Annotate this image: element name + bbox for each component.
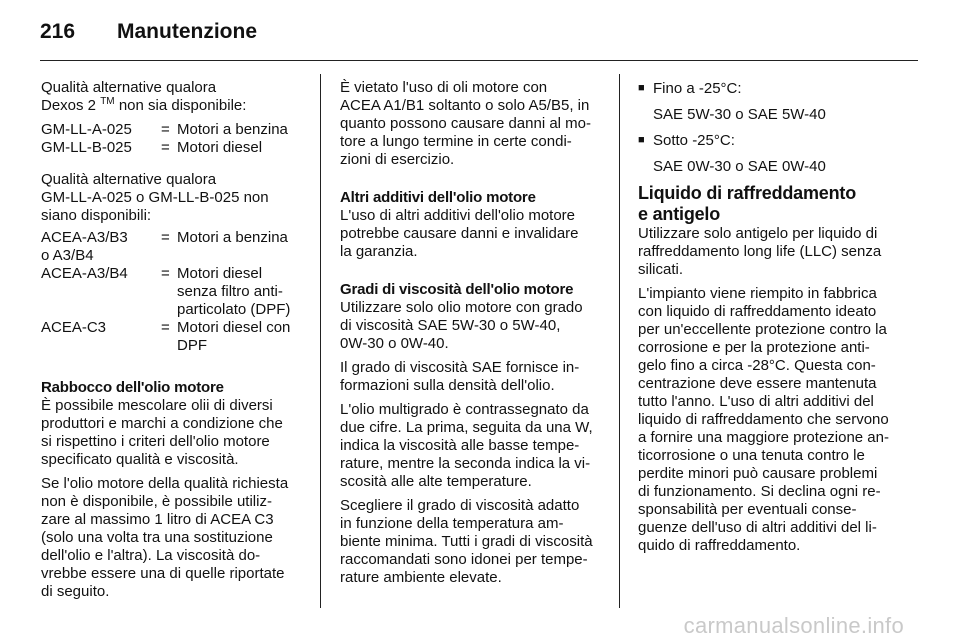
table-cell-eq: = bbox=[161, 229, 170, 246]
list-item: ■ Fino a -25°C: bbox=[638, 80, 742, 97]
section-heading-rabbocco: Rabbocco dell'olio motore bbox=[41, 379, 224, 396]
section-heading-additivi: Altri additivi dell'olio motore bbox=[340, 189, 536, 206]
table-cell-key: ACEA-C3 bbox=[41, 319, 107, 336]
table-cell-eq: = bbox=[161, 265, 170, 282]
paragraph-mixing-oils: È possibile mescolare olii di diversi produttori e marchi a condizione che si rispettino i criteri dell'olio motore specificato qualità e viscosità. bbox=[41, 397, 283, 468]
table-cell-key: GM-LL-B-025 bbox=[41, 139, 132, 156]
oil-spec-table-2 bbox=[41, 229, 303, 355]
column-divider-2 bbox=[619, 74, 620, 608]
paragraph-coolant-factory: L'impianto viene riempito in fabbrica con liquido di raffreddamento ideato per un'eccellente protezione contro la corrosione e per la protezione anti- gelo fino a circa -28°C. Questa con- centrazione deve essere mantenuta tutto l'anno. L'uso di altri additivi del liquido di raffreddamento che servono a fornire una maggiore protezione an- ticorrosione o una tenuta contro le perdite minori può causare problemi di funzionamento. Si declina ogni re- sponsabilità per eventuali conse- guenze dell'uso di altri additivi del li- quido di raffreddamento. bbox=[638, 285, 889, 554]
table-cell-key: GM-LL-A-025 bbox=[41, 121, 132, 138]
temperature-bullet-list bbox=[638, 79, 906, 176]
paragraph-forbidden-oils: È vietato l'uso di oli motore con ACEA A1/B1 soltanto o solo A5/B5, in quanto possono causare danni al mo- tore a lungo termine in certe condi- zioni di esercizio. bbox=[340, 79, 592, 168]
column-divider-1 bbox=[320, 74, 321, 608]
page-title: Manutenzione bbox=[117, 20, 257, 43]
paragraph-gm-alternatives: Qualità alternative qualora GM-LL-A-025 o GM-LL-B-025 non siano disponibili: bbox=[41, 171, 269, 224]
page-number: 216 bbox=[40, 20, 76, 43]
table-cell-eq: = bbox=[161, 121, 170, 138]
paragraph-choose-grade: Scegliere il grado di viscosità adatto in funzione della temperatura am- biente minima. Tutti i gradi di viscosità raccomandati sono idonei per tempe- rature ambiente elevate. bbox=[340, 497, 593, 586]
table-cell-eq: = bbox=[161, 139, 170, 156]
table-cell-value: Motori a benzina bbox=[177, 229, 288, 246]
column-1 bbox=[41, 79, 303, 607]
table-cell-key: ACEA-A3/B4 bbox=[41, 265, 128, 282]
table-cell-eq: = bbox=[161, 319, 170, 336]
bullet-square-icon: ■ bbox=[638, 134, 645, 146]
list-item: ■ Sotto -25°C: bbox=[638, 132, 735, 149]
list-item-detail: SAE 5W-30 o SAE 5W-40 bbox=[653, 106, 826, 123]
table-cell-value: Motori diesel bbox=[177, 139, 263, 156]
table-cell-key: ACEA-A3/B3 o A3/B4 bbox=[41, 229, 128, 264]
paragraph-additives: L'uso di altri additivi dell'olio motore potrebbe causare danni e invalidare la garanzia. bbox=[340, 207, 579, 260]
paragraph-viscosity-grades: Utilizzare solo olio motore con grado di viscosità SAE 5W-30 o 5W-40, 0W-30 o 0W-40. bbox=[340, 299, 583, 352]
table-cell-value: Motori diesel senza filtro anti- particolato (DPF) bbox=[177, 265, 291, 318]
paragraph-coolant-type: Utilizzare solo antigelo per liquido di raffreddamento long life (LLC) senza silicati. bbox=[638, 225, 882, 278]
oil-spec-table-1 bbox=[41, 121, 303, 157]
paragraph-sae-grade: Il grado di viscosità SAE fornisce in- formazioni sulla densità dell'olio. bbox=[340, 359, 580, 394]
list-item-detail: SAE 0W-30 o SAE 0W-40 bbox=[653, 158, 826, 175]
section-heading-viscosita: Gradi di viscosità dell'olio motore bbox=[340, 281, 574, 298]
watermark: carmanualsonline.info bbox=[683, 613, 904, 638]
table-cell-value: Motori diesel con DPF bbox=[177, 319, 291, 354]
paragraph-acea-c3: Se l'olio motore della qualità richiesta non è disponibile, è possibile utiliz- zare al massimo 1 litro di ACEA C3 (solo una volta tra una sostituzione dell'olio e l'altra). La viscosità do- vrebbe essere una di quelle riportate di seguito. bbox=[41, 475, 289, 600]
bullet-square-icon: ■ bbox=[638, 82, 645, 94]
paragraph-multigrade: L'olio multigrado è contrassegnato da due cifre. La prima, seguita da una W, indica la viscosità alle basse tempe- rature, mentre la seconda indica la vi- scosità alle alte temperature. bbox=[340, 401, 593, 490]
column-3 bbox=[638, 79, 906, 561]
table-cell-value: Motori a benzina bbox=[177, 121, 288, 138]
section-heading-coolant: Liquido di raffreddamento e antigelo bbox=[638, 183, 856, 224]
column-2 bbox=[340, 79, 604, 593]
header-rule bbox=[40, 60, 918, 61]
paragraph-dexos-alternatives: Qualità alternative qualora Dexos 2 ™ non sia disponibile: bbox=[41, 79, 247, 114]
